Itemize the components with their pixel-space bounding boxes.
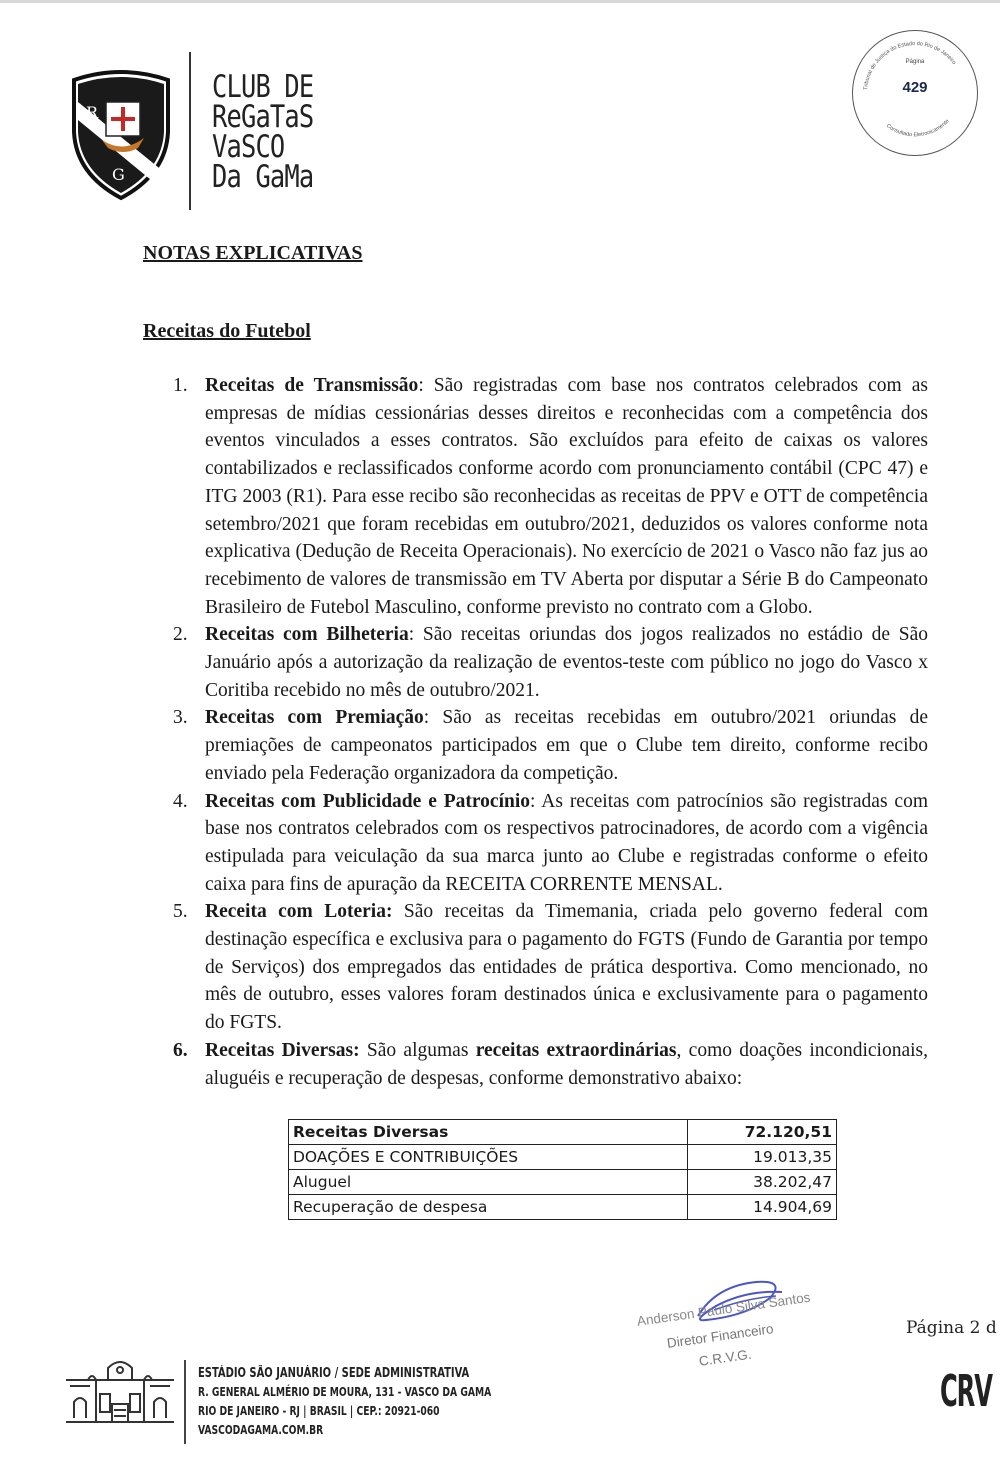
crv-brand-mark: CRV (940, 1366, 992, 1417)
footer-address (198, 1364, 543, 1440)
court-page-stamp (852, 30, 978, 156)
note-item (168, 1037, 928, 1092)
note-text: São algumas (366, 1039, 476, 1061)
club-name-line: ReGaTaS (212, 99, 314, 135)
club-name (212, 69, 314, 195)
note-number: 2. (173, 624, 188, 646)
signatory-name: Anderson Paulo Silva Santos (636, 1289, 812, 1329)
svg-text:Consultado Eletronicamente: Consultado Eletronicamente (885, 118, 951, 139)
section-title: Receitas do Futebol (143, 320, 311, 342)
note-text: As receitas com patrocínios são registradas com base nos contratos celebrados com os respectivos patrocinadores, de acordo com a vigência estipulada para veiculação da sua marca junto ao Clube e registradas conforme o efeito caixa para fins de apuração da RECEITA CORRENTE MENSAL. (205, 790, 929, 895)
table-cell-label: Aluguel (289, 1170, 688, 1195)
table-row (289, 1195, 837, 1220)
table-cell-label: Recuperação de despesa (289, 1195, 688, 1220)
footer-city: RIO DE JANEIRO - RJ | BRASIL | CEP.: 20921-060 (198, 1404, 440, 1418)
note-item (168, 704, 928, 787)
table-cell-value: 38.202,47 (688, 1170, 837, 1195)
note-title: Receitas com Publicidade e Patrocínio (205, 790, 531, 812)
document-title: NOTAS EXPLICATIVAS (143, 242, 363, 264)
note-text: São registradas com base nos contratos celebrados com as empresas de mídias cessionárias desses direitos e reconhecidas com a competência dos eventos vinculados a esses contratos. São excluídos para efeito de caixas os valores contabilizados e reclassificados conforme acordo com pronunciamento contábil (CPC 47) e ITG 2003 (R1). Para esse recibo são reconhecidas as receitas de PPV e OTT de competência setembro/2021 que foram recebidas em outubro/2021, deduzidos os valores conforme nota explicativa (Dedução de Receita Operacionais). No exercício de 2021 o Vasco não faz jus ao recebimento de valores de transmissão em TV Aberta por disputar a Série B do Campeonato Brasileiro de Futebol Masculino, conforme previsto no contrato com a Globo. (205, 375, 928, 618)
note-separator: : (408, 624, 423, 646)
footer-venue: ESTÁDIO SÃO JANUÁRIO / SEDE ADMINISTRATIVA (198, 1366, 470, 1381)
note-item (168, 898, 928, 1037)
note-item (168, 372, 928, 621)
signature-block (636, 1276, 836, 1376)
note-separator: : (530, 790, 542, 812)
header-divider (189, 52, 191, 210)
svg-text:R: R (86, 103, 99, 122)
stadium-building-icon (64, 1358, 176, 1424)
note-item (168, 788, 928, 899)
vasco-crest-icon (66, 62, 176, 202)
table-cell-value: 14.904,69 (688, 1195, 837, 1220)
stamp-label: Página (905, 59, 925, 65)
note-separator (392, 901, 403, 922)
table-cell-value: 72.120,51 (688, 1120, 837, 1145)
note-title: Receita com Loteria: (205, 901, 393, 923)
notes-list (168, 372, 928, 1092)
page-number: Página 2 d (906, 1318, 997, 1338)
note-text: São receitas oriundas dos jogos realizados no estádio de São Januário após a autorização da realização de eventos-teste com público no jogo do Vasco x Coritiba recebido no mês de outubro/2021. (205, 624, 929, 701)
svg-text:G: G (112, 165, 125, 184)
note-separator (360, 1040, 367, 1061)
footer-website-link[interactable]: VASCODAGAMA.COM.BR (198, 1423, 324, 1437)
note-text: São receitas da Timemania, criada pelo governo federal com destinação específica e exclusiva para o pagamento do FGTS (Fundo de Garantia por tempo de Serviços) dos empregados das entidades de prática desportiva. Como mencionado, no mês de outubro, esses valores foram destinados única e exclusivamente para o pagamento do FGTS. (205, 901, 928, 1034)
table-row (289, 1145, 837, 1170)
note-separator: : (418, 375, 434, 396)
note-text: , como doações incondicionais, aluguéis e recuperação de despesas, conforme demonstrativo abaixo: (205, 1039, 928, 1089)
signatory-org: C.R.V.G. (698, 1346, 753, 1369)
note-number: 3. (173, 707, 188, 729)
club-name-line: CLUB DE (212, 69, 314, 105)
note-title: Receitas com Premiação (205, 707, 424, 729)
table-cell-value: 19.013,35 (688, 1145, 837, 1170)
footer-divider (184, 1360, 186, 1444)
table-row (289, 1120, 837, 1145)
note-number: 6. (173, 1039, 188, 1061)
page-top-edge (0, 0, 1000, 3)
table-cell-label: DOAÇÕES E CONTRIBUIÇÕES (289, 1145, 688, 1170)
table-cell-label: Receitas Diversas (289, 1120, 688, 1145)
club-name-line: Da GaMa (212, 159, 314, 195)
footer-street: R. GENERAL ALMÉRIO DE MOURA, 131 - VASCO DA GAMA (198, 1385, 492, 1399)
stamp-page-number: 429 (902, 79, 928, 96)
signatory-role: Diretor Financeiro (666, 1321, 775, 1351)
note-text: São as receitas recebidas em outubro/2021 oriundas de premiações de campeonatos participados em que o Clube tem direito, conforme recibo enviado pela Federação organizadora da competição. (205, 707, 928, 784)
note-separator: : (423, 707, 443, 729)
note-number: 1. (173, 375, 188, 396)
note-title: Receitas de Transmissão (205, 375, 419, 396)
note-title: Receitas com Bilheteria (205, 624, 409, 646)
note-item (168, 621, 928, 704)
svg-text:Tribunal de Justiça do Estado: Tribunal de Justiça do Estado do Rio de Janeiro (863, 40, 957, 91)
note-emphasis: receitas extraordinárias (475, 1039, 677, 1061)
table-row (289, 1170, 837, 1195)
note-number: 5. (173, 901, 188, 923)
note-title: Receitas Diversas: (205, 1039, 360, 1061)
receitas-diversas-table (288, 1119, 837, 1220)
note-number: 4. (173, 790, 188, 812)
club-name-line: VaSCO (212, 129, 285, 165)
